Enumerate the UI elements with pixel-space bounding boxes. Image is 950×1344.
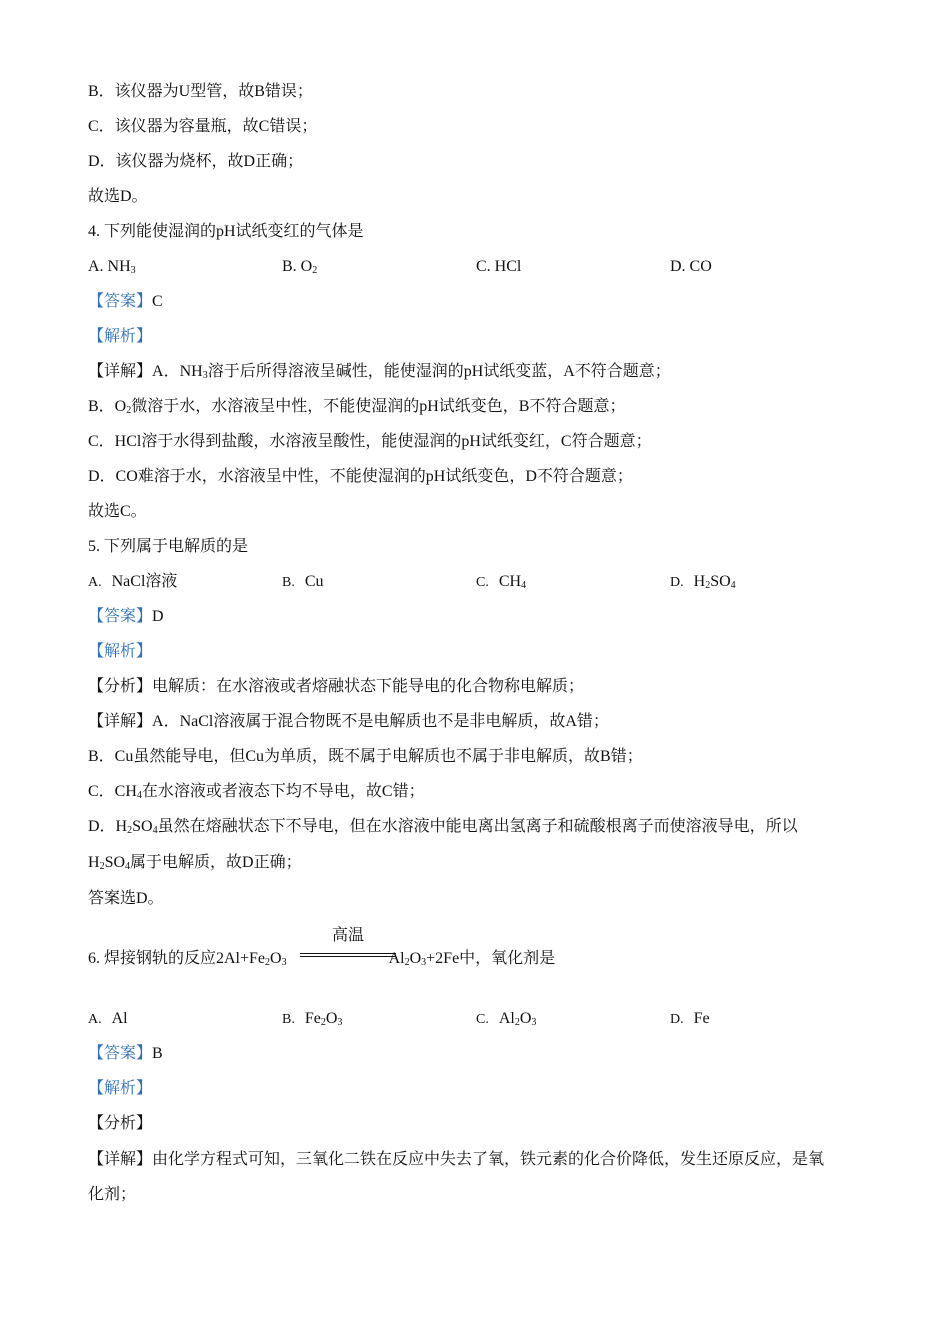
analysis-tag: 【解析】 <box>88 1080 153 1097</box>
answer-tag: 【答案】 <box>88 1045 153 1062</box>
option-sub: 2 <box>705 580 711 591</box>
answer-value: D <box>152 608 164 625</box>
option-text: O <box>519 1010 532 1027</box>
detail-tag: 【详解】 <box>88 363 153 380</box>
detail-tag: 【详解】 <box>88 1151 153 1168</box>
option-letter: A. <box>88 575 102 590</box>
stem-sub: 2 <box>265 957 271 968</box>
q4-detail-c: C．HCl溶于水得到盐酸，水溶液呈酸性，能使湿润的pH试纸变红，C符合题意； <box>88 433 652 450</box>
answer-value: B <box>152 1045 163 1062</box>
q6-answer <box>88 1044 163 1064</box>
q4-option-b-text: B. O <box>282 258 313 275</box>
detail-text: 由化学方程式可知，三氧化二铁在反应中失去了氧，铁元素的化合价降低，发生还原反应，是氧 <box>152 1151 825 1168</box>
equals-line-bottom <box>300 956 396 957</box>
q4-option-a-text: A. NH <box>88 258 131 275</box>
q4-detail-b <box>88 397 625 417</box>
option-text: SO <box>710 573 731 590</box>
answer-tag: 【答案】 <box>88 608 153 625</box>
q4-detail-d: D．CO难溶于水，水溶液呈中性，不能使湿润的pH试纸变色，D不符合题意； <box>88 468 633 485</box>
option-sub: 2 <box>320 1017 326 1028</box>
q5-option-d <box>670 572 736 593</box>
q5-detail-c <box>88 782 425 802</box>
reaction-condition: 高温 <box>331 927 364 944</box>
fenxi-text: 电解质：在水溶液或者熔融状态下能导电的化合物称电解质； <box>152 678 585 695</box>
q3-conclusion: 故选D。 <box>88 188 148 205</box>
detail-text: SO <box>132 818 153 835</box>
option-sub: 2 <box>514 1017 520 1028</box>
q4-option-a <box>88 257 136 277</box>
q5-option-b <box>282 572 324 593</box>
option-text: Fe <box>304 1010 321 1027</box>
option-letter: B. <box>282 1012 295 1027</box>
option-text: Al <box>498 1010 515 1027</box>
detail-b-pre: B．O <box>88 398 127 415</box>
option-text: CH <box>498 573 522 590</box>
q4-option-d: D. CO <box>670 258 712 275</box>
detail-text: 在水溶液或者液态下均不导电，故C错； <box>141 783 425 800</box>
q4-option-c: C. HCl <box>476 258 522 275</box>
q5-analysis-tag <box>88 642 152 662</box>
detail-sub: 4 <box>152 825 158 836</box>
analysis-tag: 【解析】 <box>88 643 153 660</box>
detail-text: C．CH <box>88 783 137 800</box>
q6-fenxi: 【分析】 <box>88 1115 153 1132</box>
q5-detail-d-continued <box>88 853 302 873</box>
q3-option-c-explanation: C．该仪器为容量瓶，故C错误； <box>88 118 318 135</box>
q6-option-b <box>282 1009 342 1030</box>
fenxi-tag: 【分析】 <box>88 678 153 695</box>
detail-a-pre: A．NH <box>152 363 203 380</box>
option-text: H <box>693 573 706 590</box>
option-letter: C. <box>476 1012 489 1027</box>
reaction-arrow <box>300 926 396 960</box>
detail-sub: 2 <box>127 825 133 836</box>
detail-text: 属于电解质，故D正确； <box>130 854 302 871</box>
q3-option-d-explanation: D．该仪器为烧杯，故D正确； <box>88 153 304 170</box>
detail-text: H <box>88 854 100 871</box>
q6-detail <box>88 1150 824 1170</box>
analysis-tag: 【解析】 <box>88 328 153 345</box>
answer-value: C <box>152 293 163 310</box>
detail-a-post: 溶于后所得溶液呈碱性，能使湿润的pH试纸变蓝，A不符合题意； <box>207 363 671 380</box>
option-text: Cu <box>304 573 324 590</box>
option-letter: D. <box>670 1012 684 1027</box>
q5-stem: 5. 下列属于电解质的是 <box>88 538 249 555</box>
option-text: O <box>325 1010 338 1027</box>
stem-text: 6. 焊接钢轨的反应2Al+Fe <box>88 950 266 967</box>
detail-a-sub: 3 <box>202 370 208 381</box>
q5-option-a <box>88 572 177 593</box>
detail-sub: 4 <box>136 790 142 801</box>
stem-text: +2Fe中，氧化剂是 <box>426 950 556 967</box>
q4-conclusion: 故选C。 <box>88 503 147 520</box>
q6-option-d <box>670 1009 710 1030</box>
option-sub: 4 <box>521 580 527 591</box>
option-letter: C. <box>476 575 489 590</box>
detail-sub: 2 <box>99 861 105 872</box>
q5-conclusion: 答案选D。 <box>88 890 164 907</box>
q4-option-b-sub: 2 <box>312 265 318 276</box>
q4-detail-a <box>88 362 671 382</box>
detail-text: D．H <box>88 818 128 835</box>
q3-option-b-explanation: B．该仪器为U型管，故B错误； <box>88 83 313 100</box>
q6-detail-continued: 化剂； <box>88 1186 137 1203</box>
q5-option-c <box>476 572 526 593</box>
option-letter: D. <box>670 575 684 590</box>
q5-fenxi <box>88 677 584 697</box>
option-text: NaCl溶液 <box>111 573 178 590</box>
option-text: Al <box>111 1010 128 1027</box>
answer-tag: 【答案】 <box>88 293 153 310</box>
stem-text: Al <box>388 950 405 967</box>
detail-text: SO <box>104 854 126 871</box>
q5-detail-b: B．Cu虽然能导电，但Cu为单质，既不属于电解质也不属于非电解质，故B错； <box>88 748 643 765</box>
option-text: Fe <box>693 1010 710 1027</box>
stem-text: O <box>270 950 282 967</box>
option-letter: B. <box>282 575 295 590</box>
q6-option-a <box>88 1009 128 1030</box>
detail-sub: 4 <box>125 861 131 872</box>
detail-b-sub: 2 <box>126 405 132 416</box>
q4-analysis-tag <box>88 327 152 347</box>
q6-analysis-tag <box>88 1079 152 1099</box>
option-sub: 3 <box>337 1017 343 1028</box>
stem-sub: 3 <box>281 957 287 968</box>
option-sub: 4 <box>730 580 736 591</box>
q5-detail-a <box>88 712 609 732</box>
q4-option-a-sub: 3 <box>130 265 136 276</box>
q5-answer <box>88 607 164 627</box>
detail-b-post: 微溶于水，水溶液呈中性，不能使湿润的pH试纸变色，B不符合题意； <box>131 398 626 415</box>
q5-detail-d <box>88 817 798 837</box>
equals-line-top <box>300 953 396 954</box>
q4-stem: 4. 下列能使湿润的pH试纸变红的气体是 <box>88 223 364 240</box>
detail-tag: 【详解】 <box>88 713 153 730</box>
q4-option-b <box>282 257 317 277</box>
q4-answer <box>88 292 163 312</box>
option-letter: A. <box>88 1012 102 1027</box>
q6-option-c <box>476 1009 536 1030</box>
detail-text: 虽然在熔融状态下不导电，但在水溶液中能电离出氢离子和硫酸根离子而使溶液导电，所以 <box>157 818 798 835</box>
stem-sub: 3 <box>421 957 427 968</box>
detail-text: A．NaCl溶液属于混合物既不是电解质也不是非电解质，故A错； <box>152 713 609 730</box>
option-sub: 3 <box>531 1017 537 1028</box>
stem-text: O <box>409 950 422 967</box>
stem-sub: 2 <box>404 957 410 968</box>
